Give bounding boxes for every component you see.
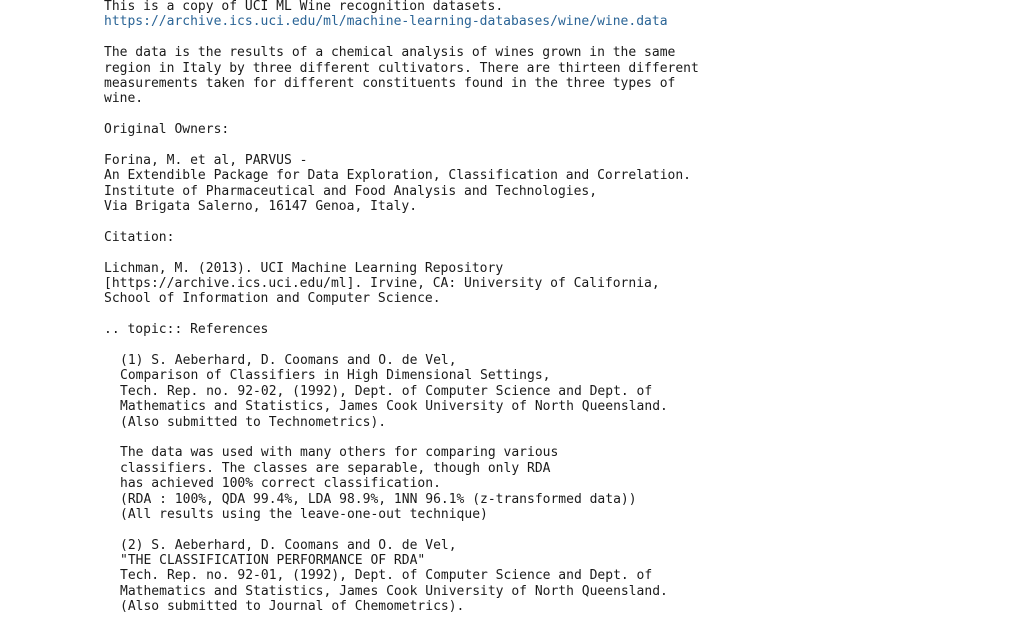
- spacer: [104, 522, 1004, 537]
- dataset-url-link[interactable]: https://archive.ics.uci.edu/ml/machine-learning-databases/wine/wine.data: [104, 14, 668, 30]
- reference-line: Tech. Rep. no. 92-01, (1992), Dept. of Computer Science and Dept. of: [120, 568, 653, 584]
- dataset-description: [104, 0, 1004, 615]
- description-line: wine.: [104, 91, 144, 107]
- owners-line: Forina, M. et al, PARVUS -: [104, 152, 308, 168]
- spacer: [104, 338, 1004, 353]
- spacer: [104, 245, 1004, 260]
- reference-line: Mathematics and Statistics, James Cook University of North Queensland.: [120, 399, 668, 415]
- note-line: has achieved 100% correct classification.: [120, 476, 441, 492]
- references-heading: .. topic:: References: [104, 322, 269, 338]
- reference-1: [104, 353, 1004, 430]
- intro-line: This is a copy of UCI ML Wine recognition datasets.: [104, 0, 504, 14]
- reference-line: Mathematics and Statistics, James Cook University of North Queensland.: [120, 583, 668, 599]
- note-line: classifiers. The classes are separable, though only RDA: [120, 460, 551, 476]
- spacer: [104, 107, 1004, 122]
- description-line: region in Italy by three different cultivators. There are thirteen different: [104, 60, 699, 76]
- citation-heading: Citation:: [104, 229, 175, 245]
- citation-line: [https://archive.ics.uci.edu/ml]. Irvine, CA: University of California,: [104, 276, 660, 292]
- description-paragraph: [104, 45, 1004, 107]
- spacer: [104, 214, 1004, 229]
- reference-line: (2) S. Aeberhard, D. Coomans and O. de Vel,: [120, 537, 457, 553]
- note-line: The data was used with many others for comparing various: [120, 445, 559, 461]
- reference-2: [104, 538, 1004, 615]
- description-line: measurements taken for different constituents found in the three types of: [104, 75, 676, 91]
- spacer: [104, 430, 1004, 445]
- description-line: The data is the results of a chemical analysis of wines grown in the same: [104, 45, 676, 61]
- reference-line: Comparison of Classifiers in High Dimensional Settings,: [120, 368, 551, 384]
- reference-1-notes: [104, 445, 1004, 522]
- spacer: [104, 138, 1004, 153]
- citation-block: [104, 261, 1004, 307]
- owners-heading: Original Owners:: [104, 122, 230, 138]
- reference-line: (1) S. Aeberhard, D. Coomans and O. de Vel,: [120, 352, 457, 368]
- citation-line: School of Information and Computer Science.: [104, 291, 441, 307]
- owners-line: An Extendible Package for Data Exploration, Classification and Correlation.: [104, 168, 691, 184]
- reference-line: Tech. Rep. no. 92-02, (1992), Dept. of Computer Science and Dept. of: [120, 383, 653, 399]
- reference-line: "THE CLASSIFICATION PERFORMANCE OF RDA": [120, 553, 426, 569]
- note-line: (RDA : 100%, QDA 99.4%, LDA 98.9%, 1NN 96.1% (z-transformed data)): [120, 491, 637, 507]
- spacer: [104, 30, 1004, 45]
- reference-line: (Also submitted to Technometrics).: [120, 414, 387, 430]
- owners-line: Institute of Pharmaceutical and Food Analysis and Technologies,: [104, 183, 598, 199]
- owners-line: Via Brigata Salerno, 16147 Genoa, Italy.: [104, 199, 418, 215]
- spacer: [104, 307, 1004, 322]
- citation-line: Lichman, M. (2013). UCI Machine Learning Repository: [104, 260, 504, 276]
- owners-block: [104, 153, 1004, 215]
- note-line: (All results using the leave-one-out technique): [120, 506, 488, 522]
- reference-line: (Also submitted to Journal of Chemometrics).: [120, 599, 465, 615]
